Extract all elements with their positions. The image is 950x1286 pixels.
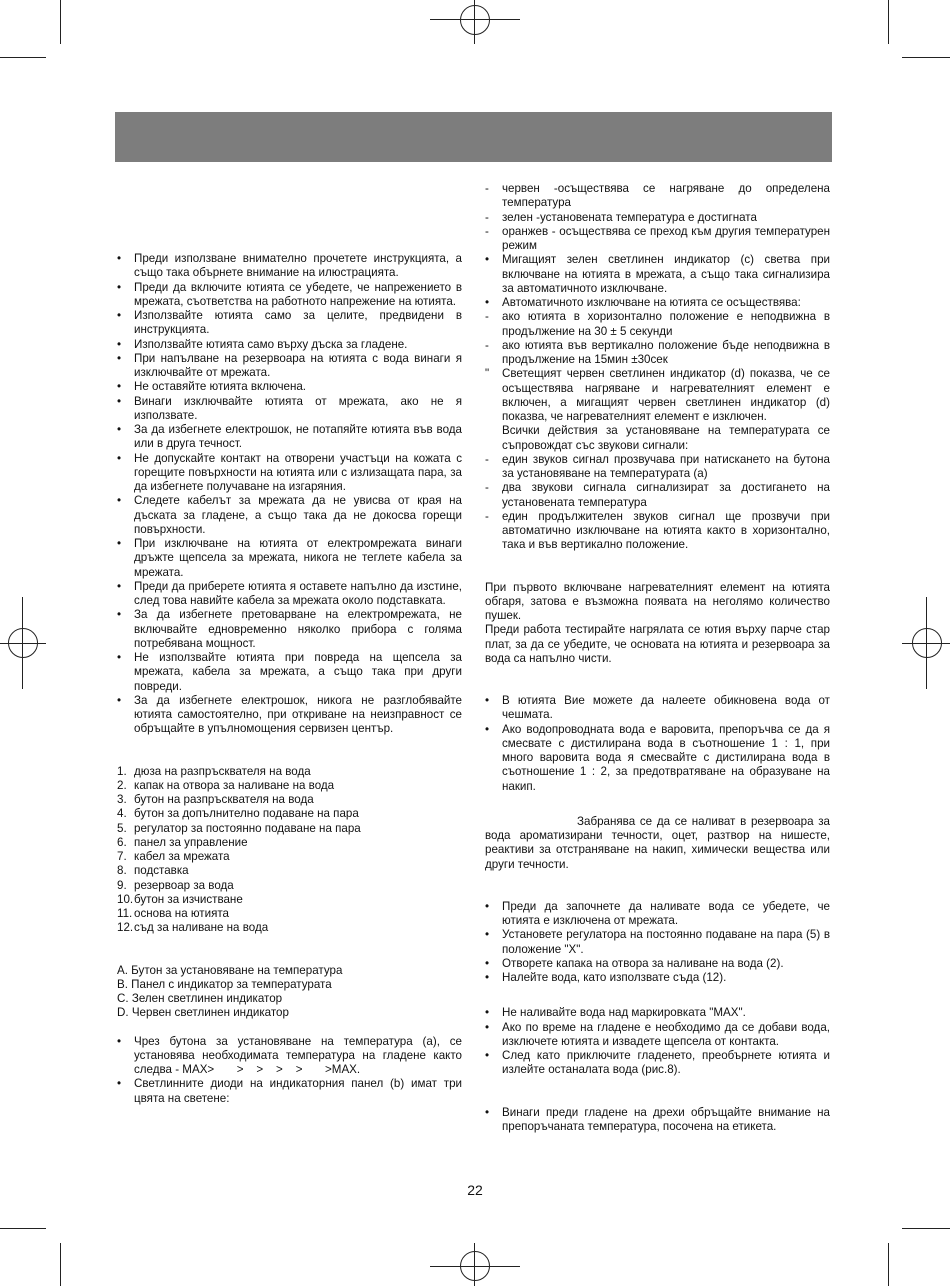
list-item: • Преди да включите ютията се убедете, че напрежението в мрежата, съответства на работното напрежение на ютията. [117,280,462,308]
crop-mark-br-h [902,1228,950,1229]
paragraph: При първото включване нагревателният елемент на ютията обгаря, затова е възможна появата на неголямо количество пушек. [485,580,830,622]
parts-list [117,765,462,936]
list-item: • Ако по време на гладене е необходимо да се добави вода, изключете ютията и извадете щепсела от контакта. [485,1020,830,1048]
list-item: • Налейте вода, като използвате съда (12). [485,971,727,984]
list-item: • Мигащият зелен светлинен индикатор (c) светва при включване на ютията в мрежата, а също така сигнализира за автоматичното изключване. [485,253,830,295]
list-item: 2. капак на отвора за наливане на вода [117,778,335,792]
crop-mark-tl-h [0,57,46,58]
list-item: 5. регулатор за постоянно подаване на пара [117,821,361,835]
list-item: • Чрез бутона за установяване на температура (а), се установява необходимата температура на гладене както следва - MAX> > > > > >MAX. [117,1034,466,1076]
list-item: - два звукови сигнала сигнализират за достигането на установената температура [485,481,830,509]
list-item: • Светлинните диоди на индикаторния панел (b) имат три цвята на светене: [117,1077,462,1105]
controls-list [117,964,462,1021]
list-item: • Винаги изключвайте ютията от мрежата, ако не я използвате. [117,394,462,422]
list-item: • Не допускайте контакт на отворени участъци на кожата с горещите повърхности на ютията или с излизащата пара, за да избегнете получаване на изгаряния. [117,451,462,493]
list-item: • За да избегнете електрошок, никога не разглобявайте ютията самостоятелно, при откриване на неизправност се обръщайте в упълномощения сервизен център. [117,693,462,736]
page-number: 22 [467,1182,483,1198]
crop-mark-bl-v [60,1243,61,1286]
list-item: • Преди да започнете да наливате вода се убедете, че ютията е изключена от мрежата. [485,899,830,927]
list-item: 12. съд за наливане на вода [117,921,269,935]
final-note-list [485,1106,830,1135]
list-item: • При изключване на ютията от електромрежата винаги дръжте щепсела за мрежата, никога не теглете кабела за мрежата. [117,537,462,579]
list-item: • Установете регулатора на постоянно подаване на пара (5) в положение "X". [485,928,830,956]
safety-warnings-list [117,252,462,737]
crop-mark-tr-v [888,0,889,44]
list-item: 9. резервоар за вода [117,878,234,892]
list-item: • При напълване на резервоара на ютията с вода винаги я изключвайте от мрежата. [117,351,462,379]
list-item: • Преди използване внимателно прочетете инструкцията, а също така обърнете внимание на илюстрацията. [117,252,462,280]
prohibition-paragraph: Забранява се да се наливат в резервоара за вода ароматизирани течности, оцет, разтвор на нишесте, реактиви за отстраняване на накип, химически вещества или други течности. [485,814,830,871]
list-item: - оранжев - осъществява се преход към другия температурен режим [485,224,830,252]
list-item: 4. бутон за допълнително подаване на пара [117,807,359,821]
list-item: • Винаги преди гладене на дрехи обръщайте внимание на препоръчаната температура, посочена на етикета. [485,1105,830,1133]
sound-intro: Всички действия за установяване на температурата се съпровождат със звукови сигнали: [502,424,830,452]
list-item: B. Панел с индикатор за температурата [117,977,332,991]
crop-mark-tl-v [60,0,61,44]
list-item: • След като приключите гладенето, преобърнете ютията и излейте останалата вода (рис.8). [485,1049,830,1077]
list-item: • Не наливайте вода над маркировката "MAX". [485,1006,746,1020]
filling-notes-list [485,1006,830,1077]
list-item: 3. бутон на разпръсквателя на вода [117,793,314,806]
crop-mark-tr-h [902,57,950,58]
list-item: • Отворете капака на отвора за наливане на вода (2). [485,956,784,970]
left-column [117,252,466,1106]
list-item: 7. кабел за мрежата [117,850,230,863]
list-item: • Ако водопроводната вода е варовита, препоръчва се да я смесвате с дистилирана вода в съотношение 1 : 1, при много варовита вода я смесвайте с дистилирана вода в съотношение 1 : 2, за предотвратяване на образуване на накип. [485,722,830,793]
water-notes-list [485,694,830,794]
list-item: 6. панел за управление [117,835,248,849]
list-item: • Не оставяйте ютията включена. [117,380,307,394]
list-item: • Преди да приберете ютията я оставете напълно да изстине, след това навийте кабела за мрежата около подставката. [117,579,462,607]
list-item: 11. основа на ютията [117,907,229,920]
list-item: A. Бутон за установяване на температура [117,963,343,977]
list-item: C. Зелен светлинен индикатор [117,992,283,1005]
list-item: • Използвайте ютията само върху дъска за гладене. [117,337,408,351]
right-column [485,182,830,1134]
list-item: 1. дюза на разпръсквателя на вода [117,764,311,778]
list-item: - червен -осъществява се нагряване до определена температура [485,182,830,210]
list-item: - един звуков сигнал прозвучава при натискането на бутона за установяване на температурата (а) [485,452,830,480]
indicator-notes-list [485,253,830,424]
header-band [115,112,832,162]
list-item: • За да избегнете електрошок, не потапяйте ютията във вода или в друга течност. [117,423,462,451]
list-item: 10. бутон за изчистване [117,892,243,906]
indicator-colors-list [485,182,830,253]
list-item: - ако ютията във вертикално положение бъде неподвижна в продължение на 15мин ±30сек [485,338,830,366]
control-notes-list [117,1034,466,1106]
filling-steps-list [485,900,830,986]
list-item: • Автоматичното изключване на ютията се осъществява: [485,296,801,309]
list-item: " Светещият червен светлинен индикатор (d) показва, че се осъществява нагряване и нагревателният елемент е включен, а мигащият червен светлинен индикатор (d) показва, че нагревателният елемент е изключен. [485,367,830,423]
list-item: 8. подставка [117,864,189,878]
list-item: - зелен -установената температура е достигната [485,210,757,224]
list-item: - ако ютията в хоризонтално положение е неподвижна в продължение на 30 ± 5 секунди [485,310,830,338]
crop-mark-bl-h [0,1228,46,1229]
list-item: D. Червен светлинен индикатор [117,1006,289,1020]
first-use-section [485,581,830,667]
list-item: • Следете кабелът за мрежата да не увисва от края на дъската за гладене, а също така да не докосва горещи повърхности. [117,494,462,536]
paragraph: Преди работа тестирайте нагрялата се ютия върху парче стар плат, за да се убедите, че основата на ютията и резервоара за вода са напълно чисти. [485,623,830,665]
list-item: • За да избегнете претоварване на електромрежата, не включвайте едновременно няколко прибора с голяма потребявана мощност. [117,608,462,650]
list-item: - един продължителен звуков сигнал ще прозвучи при автоматично изключване на ютията както в хоризонтално, така и във вертикално положение. [485,509,830,552]
list-item: • В ютията Вие можете да налеете обикновена вода от чешмата. [485,694,830,722]
list-item: • Използвайте ютията само за целите, предвидени в инструкцията. [117,309,462,337]
sound-signals-list [485,453,830,553]
crop-mark-br-v [888,1243,889,1286]
list-item: • Не използвайте ютията при повреда на щепсела за мрежата, кабела за мрежата, а също така при други повреди. [117,651,462,693]
